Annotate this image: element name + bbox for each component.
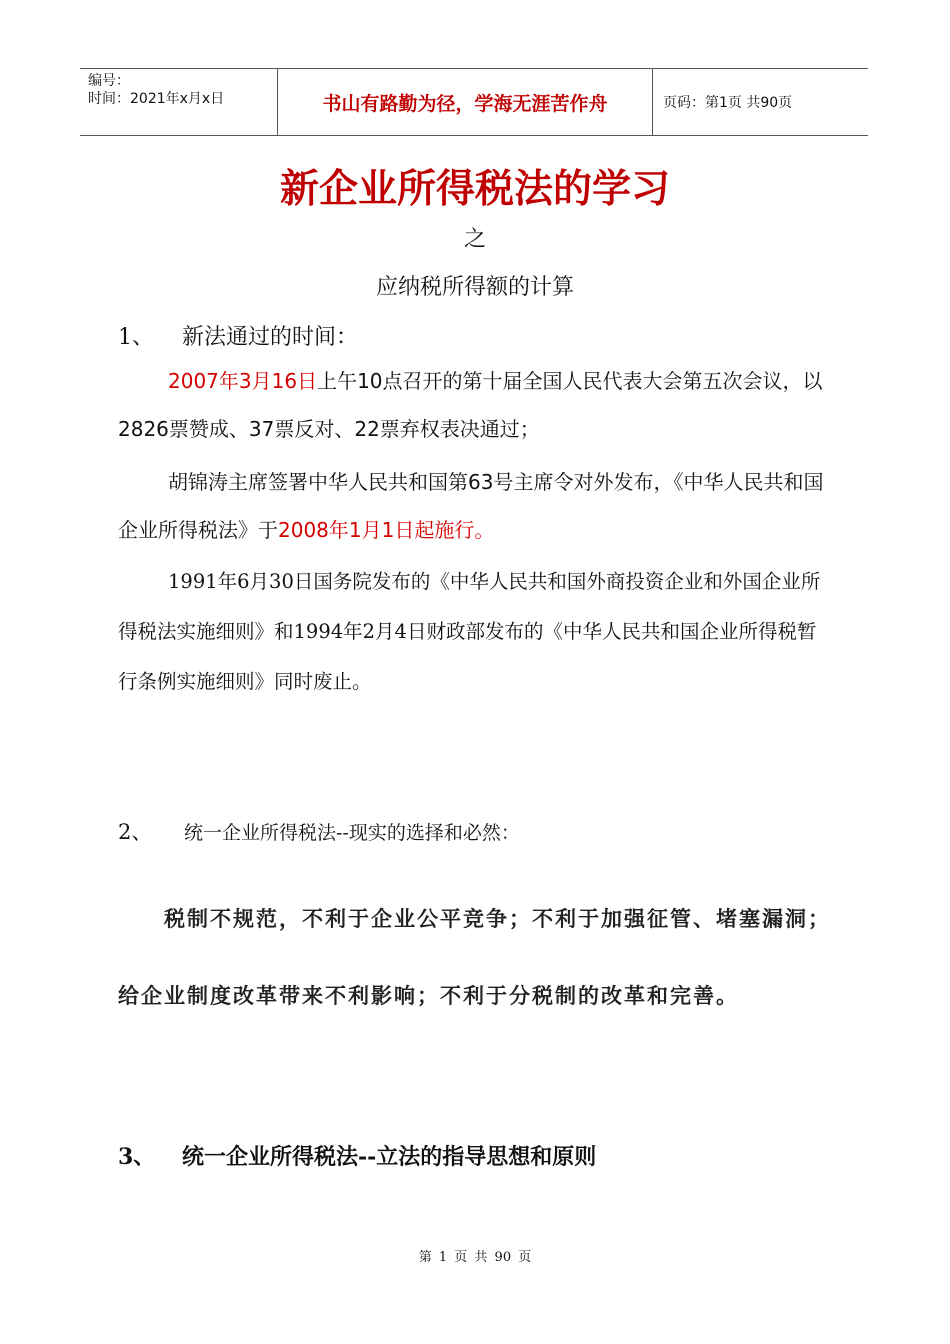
header-motto: 书山有路勤为径，学海无涯苦作舟 (278, 69, 653, 135)
section-3-number: 3、 (118, 1144, 156, 1170)
page-footer: 第 1 页 共 90 页 (418, 1250, 532, 1265)
section-1-paragraph-1 (118, 357, 834, 453)
section-3-heading (118, 1140, 596, 1171)
section-2-number: 2、 (118, 820, 153, 844)
section-2-title: 统一企业所得税法--现实的选择和必然： (184, 822, 520, 844)
section-1-paragraph-3 (118, 557, 834, 707)
document-title: 新企业所得税法的学习 (279, 166, 670, 212)
section-1-title: 新法通过的时间： (182, 325, 359, 350)
section-2-text: 税制不规范，不利于企业公平竞争；不利于加强征管、堵塞漏洞；给企业制度改革带来不利影响；不利于分税制的改革和完善。 (118, 906, 831, 1008)
section-3-title: 统一企业所得税法--立法的指导思想和原则 (182, 1144, 597, 1170)
paragraph-1-text: 上午10点召开的第十届全国人民代表大会第五次会议，以2826票赞成、37票反对、22票弃权表决通过； (118, 369, 823, 441)
header-meta (80, 69, 278, 135)
section-1-heading (118, 320, 358, 351)
section-2-heading (118, 816, 520, 846)
number-label: 编号： (88, 73, 130, 89)
subtitle: 应纳税所得额的计算 (375, 275, 574, 300)
subtitle-connector: 之 (463, 227, 486, 252)
date-highlight: 2007年3月16日 (168, 369, 318, 393)
header-page-info: 页码：第1页 共90页 (663, 95, 793, 111)
paragraph-2-text: 胡锦涛主席签署中华人民共和国第63号主席令对外发布，《中华人民共和国企业所得税法》于 (118, 470, 824, 542)
paragraph-3-text: 1991年6月30日国务院发布的《中华人民共和国外商投资企业和外国企业所得税法实施细则》和1994年2月4日财政部发布的《中华人民共和国企业所得税暂行条例实施细则》同时废止。 (118, 570, 821, 693)
section-2-paragraph (118, 880, 834, 1034)
header-table (80, 68, 868, 136)
time-label: 时间：2021年x月x日 (88, 91, 225, 107)
effective-date-highlight: 2008年1月1日起施行。 (278, 518, 495, 542)
section-1-paragraph-2 (118, 458, 834, 554)
section-1-number: 1、 (118, 325, 154, 350)
